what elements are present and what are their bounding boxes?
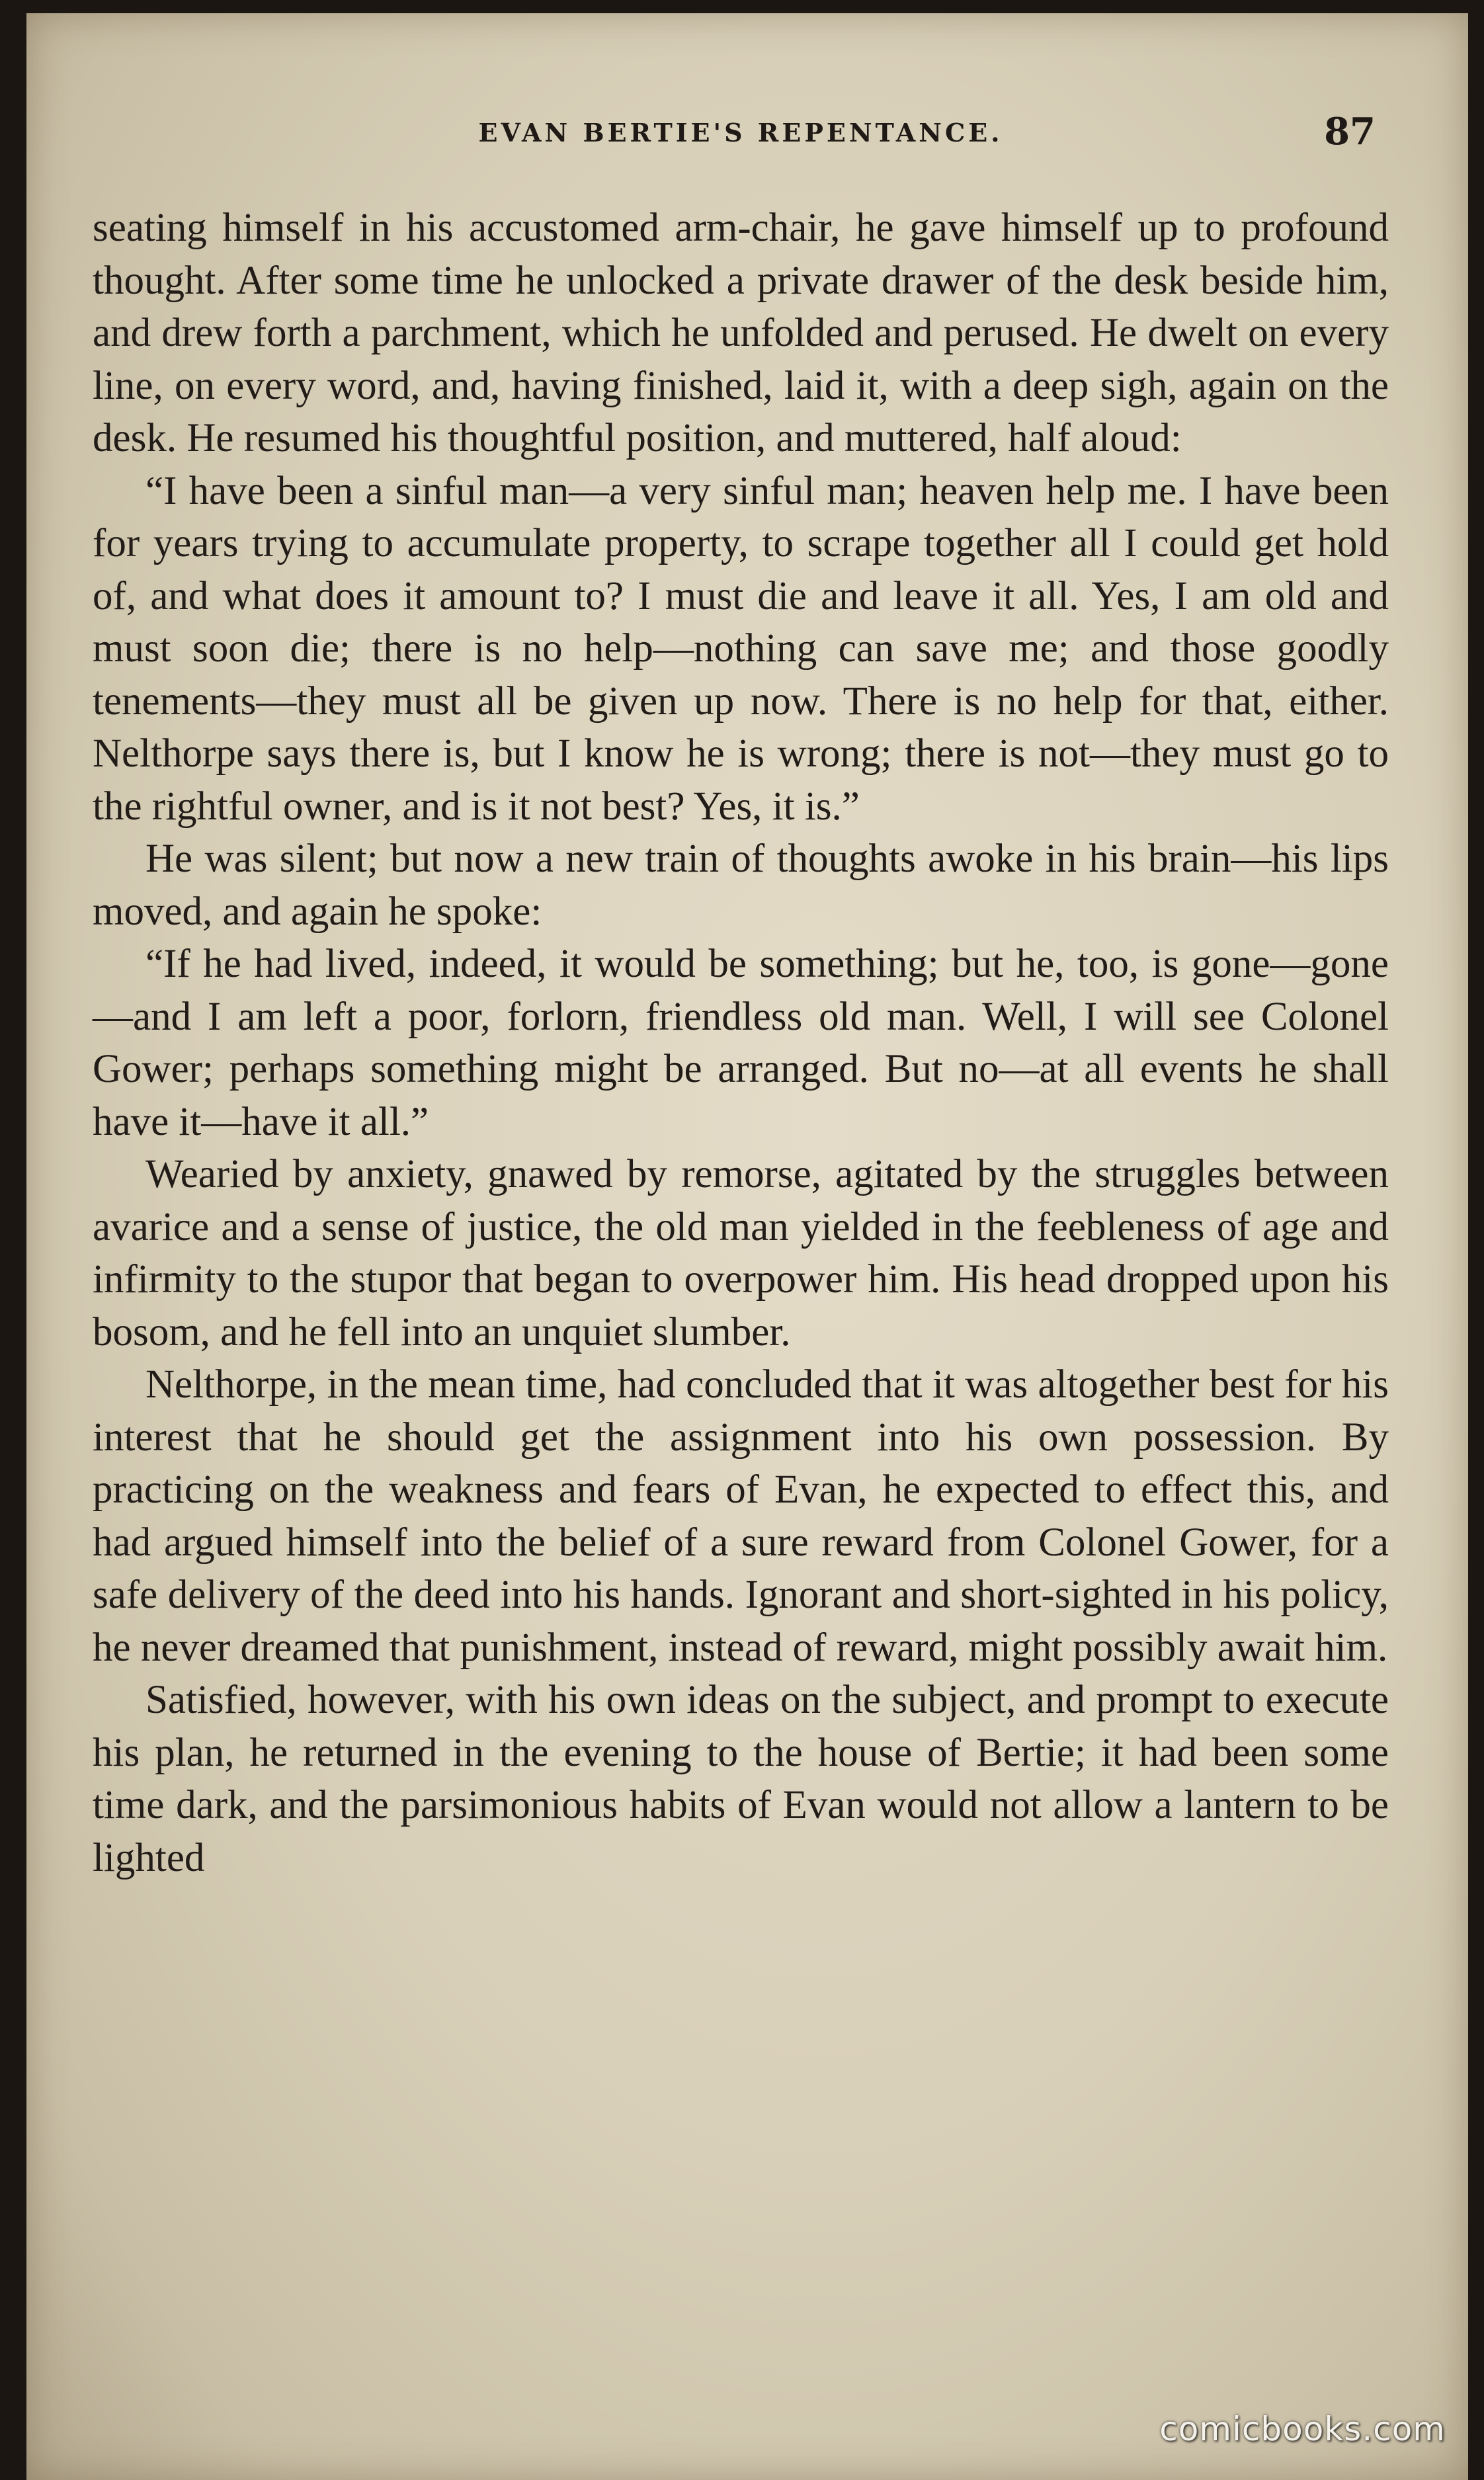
paragraph-3: He was silent; but now a new train of thoughts awoke in his brain—his lips moved, and again he spoke: [93, 837, 1389, 934]
paragraph-1: seating himself in his accustomed arm-chair, he gave himself up to profound thought. After some time he unlocked a private drawer of the desk beside him, and drew forth a parchment, which he unfolded and perused. He dwelt on every line, on every word, and, having finished, laid it, with a deep sigh, again on the desk. He resumed his thoughtful position, and muttered, half aloud: [93, 206, 1389, 460]
paragraph-4: “If he had lived, indeed, it would be something; but he, too, is gone—gone—and I am left a poor, forlorn, friendless old man. Well, I will see Colonel Gower; perhaps something might be arranged. But no—at all events he shall have it—have it all.” [93, 942, 1389, 1144]
book-page [26, 13, 1468, 2480]
running-head: EVAN BERTIE'S REPENTANCE. [478, 118, 1003, 147]
site-watermark: comicbooks.com [1159, 2410, 1446, 2448]
paragraph-5: Wearied by anxiety, gnawed by remorse, agitated by the struggles between avarice and a sense of justice, the old man yielded in the feebleness of age and infirmity to the stupor that began to overpower him. His head dropped upon his bosom, and he fell into an unquiet slumber. [93, 1152, 1389, 1354]
paragraph-7: Satisfied, however, with his own ideas on the subject, and prompt to execute his plan, he returned in the evening to the house of Bertie; it had been some time dark, and the parsimonious habits of Evan would not allow a lantern to be lighted [93, 1678, 1389, 1880]
page-header [93, 98, 1389, 164]
page-number: 87 [1324, 110, 1376, 153]
paragraph-2: “I have been a sinful man—a very sinful man; heaven help me. I have been for years trying to accumulate property, to scrape together all I could get hold of, and what does it amount to? I must die and leave it all. Yes, I am old and must soon die; there is no help—nothing can save me; and those goodly tenements—they must all be given up now. There is no help for that, either. Nelthorpe says there is, but I know he is wrong; there is not—they must go to the rightful owner, and is it not best? Yes, it is.” [93, 468, 1389, 829]
paragraph-6: Nelthorpe, in the mean time, had concluded that it was altogether best for his interest that he should get the assignment into his own possession. By practicing on the weakness and fears of Evan, he expected to effect this, and had argued himself into the belief of a sure reward from Colonel Gower, for a safe delivery of the deed into his hands. Ignorant and short-sighted in his policy, he never dreamed that punishment, instead of reward, might possibly await him. [93, 1362, 1389, 1670]
text-body [93, 202, 1389, 1884]
